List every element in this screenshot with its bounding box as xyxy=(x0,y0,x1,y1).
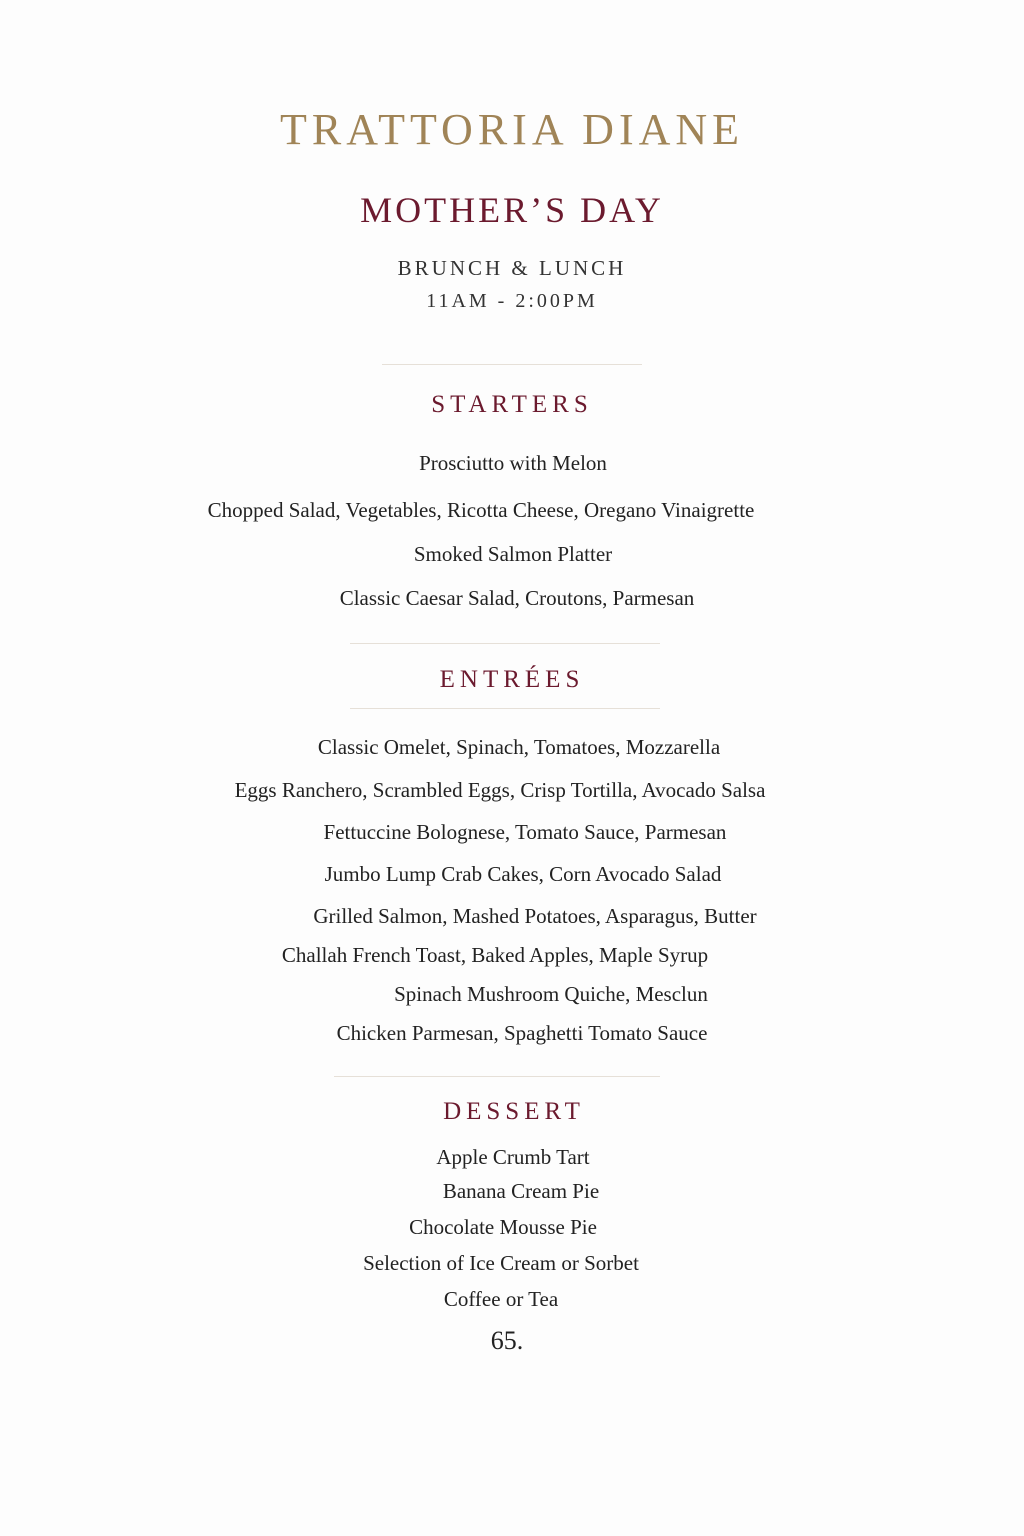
starter-item: Smoked Salmon Platter xyxy=(413,542,613,566)
service-label: BRUNCH & LUNCH xyxy=(397,256,627,280)
entree-item: Chicken Parmesan, Spaghetti Tomato Sauce xyxy=(336,1021,708,1045)
dessert-item: Chocolate Mousse Pie xyxy=(409,1215,597,1239)
occasion-title: MOTHER’S DAY xyxy=(360,190,664,230)
divider xyxy=(334,1076,660,1077)
price: 65. xyxy=(490,1326,524,1355)
starter-item: Classic Caesar Salad, Croutons, Parmesan xyxy=(339,586,695,610)
entree-item: Eggs Ranchero, Scrambled Eggs, Crisp Tortilla, Avocado Salsa xyxy=(234,778,766,802)
service-hours: 11AM - 2:00PM xyxy=(426,290,598,312)
divider xyxy=(350,708,660,709)
restaurant-name: TRATTORIA DIANE xyxy=(279,105,745,154)
dessert-item: Selection of Ice Cream or Sorbet xyxy=(363,1251,639,1275)
section-title-dessert: DESSERT xyxy=(443,1098,585,1125)
dessert-item: Coffee or Tea xyxy=(443,1287,559,1311)
entree-item: Jumbo Lump Crab Cakes, Corn Avocado Salad xyxy=(324,862,722,886)
divider xyxy=(382,364,642,365)
entree-item: Fettuccine Bolognese, Tomato Sauce, Parmesan xyxy=(323,820,727,844)
starter-item: Chopped Salad, Vegetables, Ricotta Cheese, Oregano Vinaigrette xyxy=(207,498,755,522)
starter-item: Prosciutto with Melon xyxy=(419,451,607,475)
entree-item: Spinach Mushroom Quiche, Mesclun xyxy=(394,982,708,1006)
section-title-starters: STARTERS xyxy=(431,391,593,418)
entree-item: Classic Omelet, Spinach, Tomatoes, Mozzarella xyxy=(317,735,721,759)
entree-item: Grilled Salmon, Mashed Potatoes, Asparagus, Butter xyxy=(313,904,757,928)
section-title-entrees: ENTRÉES xyxy=(439,666,585,693)
dessert-item: Apple Crumb Tart xyxy=(436,1145,590,1169)
entree-item: Challah French Toast, Baked Apples, Maple Syrup xyxy=(281,943,709,967)
dessert-item: Banana Cream Pie xyxy=(442,1179,600,1203)
divider xyxy=(350,643,660,644)
